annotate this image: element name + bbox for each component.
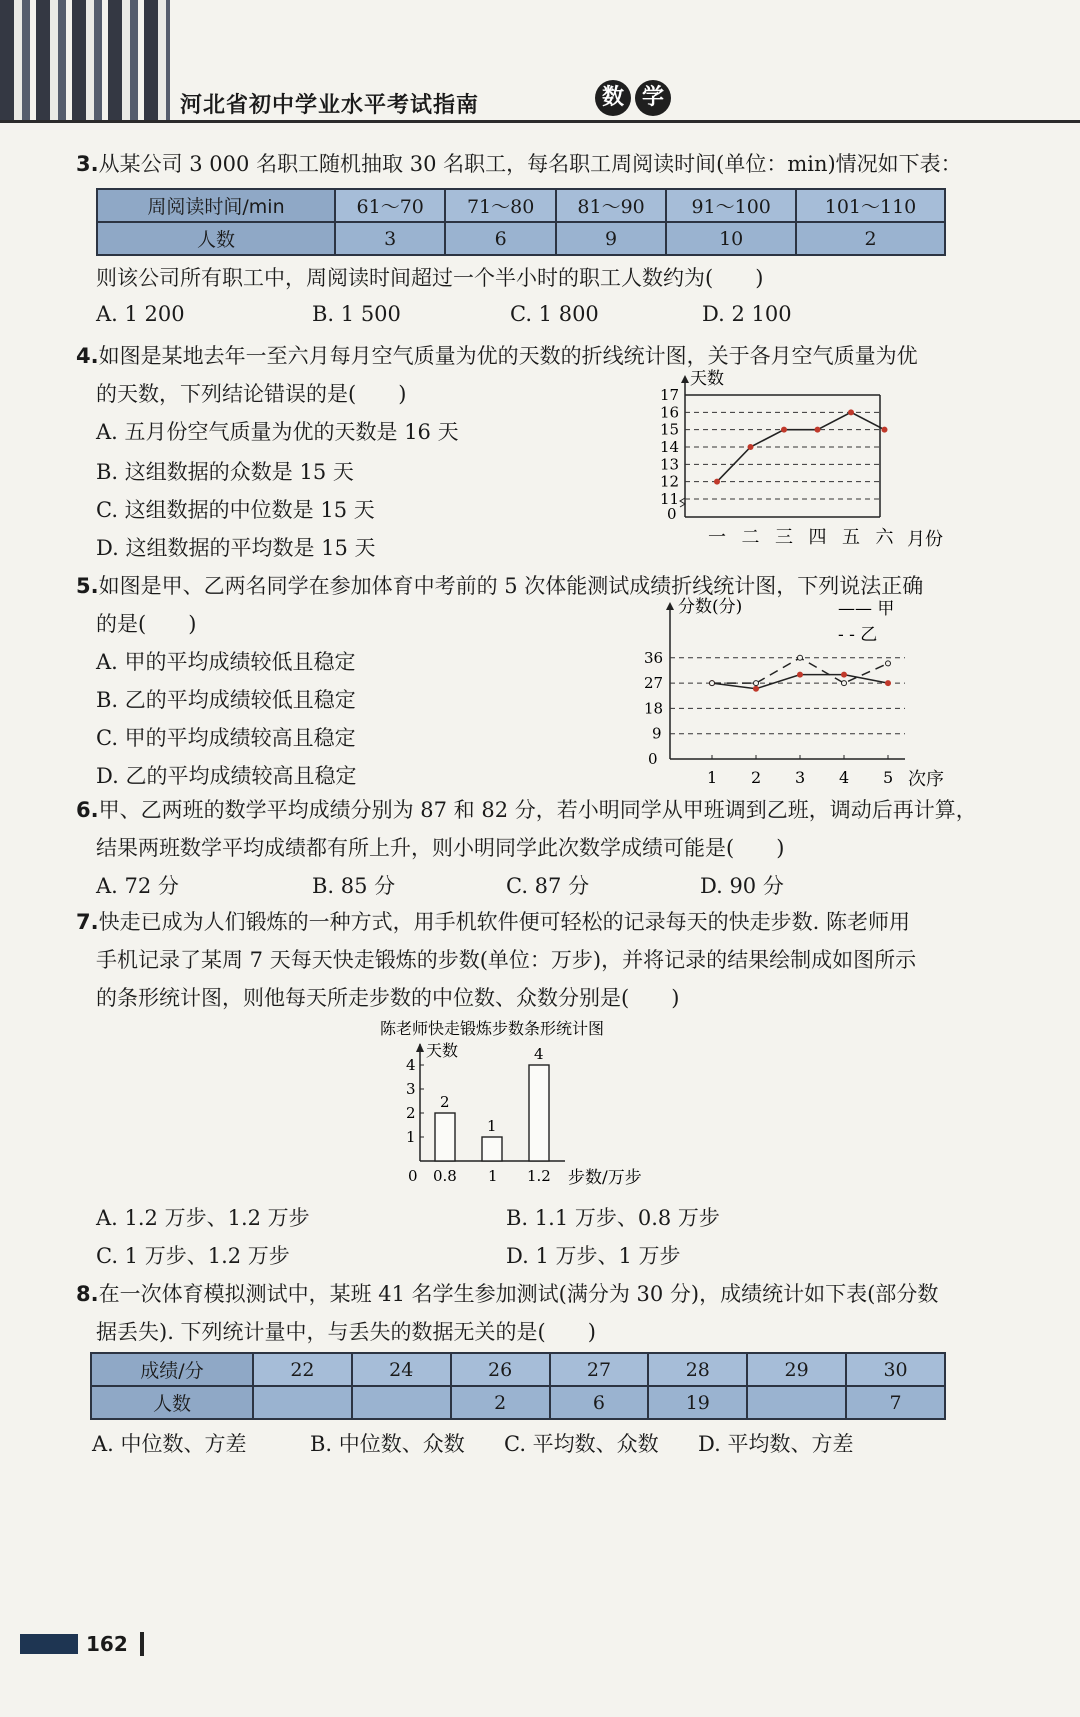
q5-line2: 的是( ) bbox=[96, 612, 197, 636]
q8-count-4: 6 bbox=[550, 1386, 649, 1419]
q4-line2: 的天数，下列结论错误的是( ) bbox=[96, 382, 407, 406]
q4-option-b: B. 这组数据的众数是 15 天 bbox=[96, 460, 354, 484]
x-axis-label: 步数/万步 bbox=[568, 1168, 642, 1188]
jia-point bbox=[841, 672, 847, 678]
q8-option-b: B. 中位数、众数 bbox=[310, 1432, 465, 1456]
q7-bar-chart bbox=[370, 1016, 690, 1196]
q8-count-7: 7 bbox=[846, 1386, 945, 1419]
q3-count-4: 10 bbox=[666, 222, 796, 255]
q3-line1 bbox=[76, 148, 962, 178]
q5-option-c: C. 甲的平均成绩较高且稳定 bbox=[96, 726, 356, 750]
q4-stem: 如图是某地去年一至六月每月空气质量为优的天数的折线统计图，关于各月空气质量为优 bbox=[98, 344, 918, 368]
y-tick-label: 16 bbox=[660, 403, 680, 422]
q3-table bbox=[96, 188, 946, 256]
q8-count-2 bbox=[352, 1386, 451, 1419]
q3-table-head-time: 周阅读时间/min bbox=[97, 189, 335, 222]
y-tick-label: 13 bbox=[660, 455, 680, 474]
data-point bbox=[815, 427, 821, 433]
q8-col-2: 24 bbox=[352, 1353, 451, 1386]
series-yi-line bbox=[712, 658, 888, 683]
q3-col-5: 101～110 bbox=[796, 189, 945, 222]
q5-stem: 如图是甲、乙两名同学在参加体育中考前的 5 次体能测试成绩折线统计图，下列说法正确 bbox=[98, 574, 924, 598]
q4-line-chart bbox=[640, 365, 960, 550]
y-tick-label: 0 bbox=[648, 750, 658, 768]
q7-option-c: C. 1 万步、1.2 万步 bbox=[96, 1244, 290, 1268]
q6-option-a: A. 72 分 bbox=[96, 874, 179, 898]
y-tick-label: 15 bbox=[660, 420, 680, 439]
yi-point bbox=[710, 681, 715, 686]
q8-col-4: 27 bbox=[550, 1353, 649, 1386]
q8-count-3: 2 bbox=[451, 1386, 550, 1419]
q6-line1 bbox=[76, 794, 977, 824]
q7-line1 bbox=[76, 906, 910, 936]
y-axis-label: 天数 bbox=[426, 1041, 459, 1060]
q5-number: 5. bbox=[76, 574, 99, 598]
q3-col-2: 71～80 bbox=[445, 189, 555, 222]
y-tick-label: 9 bbox=[652, 724, 662, 743]
q3-col-4: 91～100 bbox=[666, 189, 796, 222]
q7-line2: 手机记录了某周 7 天每天快走锻炼的步数(单位：万步)，并将记录的结果绘制成如图所示 bbox=[96, 948, 917, 972]
page-header bbox=[0, 0, 1080, 130]
q7-option-a: A. 1.2 万步、1.2 万步 bbox=[96, 1206, 310, 1230]
q8-number: 8. bbox=[76, 1282, 99, 1306]
q3-count-2: 6 bbox=[445, 222, 555, 255]
q8-count-6 bbox=[747, 1386, 846, 1419]
q3-line2: 则该公司所有职工中，周阅读时间超过一个半小时的职工人数约为( ) bbox=[96, 266, 764, 290]
q3-stem: 从某公司 3 000 名职工随机抽取 30 名职工，每名职工周阅读时间(单位：min)情况如下表： bbox=[98, 152, 962, 176]
q3-number: 3. bbox=[76, 152, 99, 176]
bar bbox=[482, 1137, 502, 1161]
x-tick-label: 三 bbox=[775, 527, 793, 548]
y-tick-label: 2 bbox=[406, 1104, 416, 1122]
origin-label: 0 bbox=[408, 1167, 418, 1185]
header-decoration bbox=[0, 0, 170, 120]
q3-col-1: 61～70 bbox=[335, 189, 445, 222]
y-axis-label: 天数 bbox=[690, 369, 724, 389]
subject-char-2: 学 bbox=[635, 80, 671, 116]
x-tick-label: 1 bbox=[707, 768, 718, 787]
data-point bbox=[714, 479, 720, 485]
q5-option-a: A. 甲的平均成绩较低且稳定 bbox=[96, 650, 356, 674]
q6-line2: 结果两班数学平均成绩都有所上升，则小明同学此次数学成绩可能是( ) bbox=[96, 836, 785, 860]
q6-option-d: D. 90 分 bbox=[700, 874, 784, 898]
q8-table bbox=[90, 1352, 946, 1420]
q6-option-c: C. 87 分 bbox=[506, 874, 590, 898]
q8-option-c: C. 平均数、众数 bbox=[504, 1432, 659, 1456]
x-tick-label: 四 bbox=[808, 527, 827, 548]
bar-value-label: 1 bbox=[487, 1117, 497, 1135]
bar bbox=[529, 1065, 549, 1161]
q5-line-chart bbox=[640, 594, 960, 794]
page-footer bbox=[20, 1632, 144, 1656]
data-point bbox=[748, 444, 754, 450]
x-tick-label: 一 bbox=[708, 527, 726, 548]
q8-col-3: 26 bbox=[451, 1353, 550, 1386]
chart-title: 陈老师快走锻炼步数条形统计图 bbox=[380, 1019, 605, 1038]
y-tick-label: 0 bbox=[667, 505, 677, 523]
subject-badge bbox=[595, 80, 671, 116]
q7-number: 7. bbox=[76, 910, 99, 934]
page-number: 162 bbox=[86, 1632, 128, 1656]
q3-option-d: D. 2 100 bbox=[702, 302, 792, 326]
yi-point bbox=[886, 661, 891, 666]
header-rule bbox=[0, 120, 1080, 123]
y-tick-label: 3 bbox=[406, 1080, 416, 1098]
q8-count-5: 19 bbox=[648, 1386, 747, 1419]
q8-stem: 在一次体育模拟测试中，某班 41 名学生参加测试(满分为 30 分)，成绩统计如下表(部分数 bbox=[98, 1282, 939, 1306]
q8-col-1: 22 bbox=[253, 1353, 352, 1386]
x-tick-label: 二 bbox=[741, 527, 760, 548]
q3-count-5: 2 bbox=[796, 222, 945, 255]
q4-number: 4. bbox=[76, 344, 99, 368]
x-tick-label: 5 bbox=[883, 768, 894, 787]
q3-option-b: B. 1 500 bbox=[312, 302, 401, 326]
q3-count-3: 9 bbox=[556, 222, 666, 255]
bar bbox=[435, 1113, 455, 1161]
q4-option-d: D. 这组数据的平均数是 15 天 bbox=[96, 536, 376, 560]
q7-option-b: B. 1.1 万步、0.8 万步 bbox=[506, 1206, 720, 1230]
y-tick-label: 14 bbox=[660, 438, 680, 456]
y-tick-label: 1 bbox=[406, 1128, 416, 1146]
x-tick-label: 1 bbox=[488, 1167, 498, 1185]
jia-point bbox=[885, 680, 891, 686]
q8-col-7: 30 bbox=[846, 1353, 945, 1386]
y-tick-label: 4 bbox=[406, 1056, 416, 1074]
q8-col-5: 28 bbox=[648, 1353, 747, 1386]
y-tick-label: 36 bbox=[644, 648, 664, 667]
q3-option-c: C. 1 800 bbox=[510, 302, 599, 326]
q8-count-1 bbox=[253, 1386, 352, 1419]
q6-number: 6. bbox=[76, 798, 99, 822]
subject-char-1: 数 bbox=[595, 80, 631, 116]
y-tick-label: 27 bbox=[644, 674, 664, 693]
yi-point bbox=[842, 681, 847, 686]
q3-count-1: 3 bbox=[335, 222, 445, 255]
legend-yi: - - 乙 bbox=[838, 625, 878, 645]
q5-option-d: D. 乙的平均成绩较高且稳定 bbox=[96, 764, 357, 788]
q8-table-head-score: 成绩/分 bbox=[91, 1353, 253, 1386]
jia-point bbox=[753, 686, 759, 692]
bar-value-label: 2 bbox=[440, 1093, 450, 1111]
y-tick-label: 17 bbox=[660, 386, 680, 404]
data-point bbox=[882, 427, 888, 433]
q6-option-b: B. 85 分 bbox=[312, 874, 396, 898]
x-tick-label: 六 bbox=[875, 527, 894, 548]
q7-line3: 的条形统计图，则他每天所走步数的中位数、众数分别是( ) bbox=[96, 986, 680, 1010]
y-axis-arrow bbox=[416, 1043, 424, 1052]
q6-stem: 甲、乙两班的数学平均成绩分别为 87 和 82 分，若小明同学从甲班调到乙班，调动后再计算， bbox=[98, 798, 977, 822]
q8-line1 bbox=[76, 1278, 938, 1308]
q3-col-3: 81～90 bbox=[556, 189, 666, 222]
y-tick-label: 12 bbox=[660, 472, 680, 491]
q4-option-c: C. 这组数据的中位数是 15 天 bbox=[96, 498, 375, 522]
q8-option-d: D. 平均数、方差 bbox=[698, 1432, 854, 1456]
bar-value-label: 4 bbox=[534, 1045, 544, 1063]
y-tick-label: 11 bbox=[660, 490, 680, 508]
x-tick-label: 3 bbox=[795, 768, 806, 787]
q5-option-b: B. 乙的平均成绩较低且稳定 bbox=[96, 688, 356, 712]
y-axis-arrow bbox=[666, 602, 674, 610]
q7-option-d: D. 1 万步、1 万步 bbox=[506, 1244, 681, 1268]
q8-table-head-count: 人数 bbox=[91, 1386, 253, 1419]
footer-bar bbox=[20, 1634, 78, 1654]
y-axis-label: 分数(分) bbox=[678, 597, 743, 617]
jia-point bbox=[797, 672, 803, 678]
header-title: 河北省初中学业水平考试指南 bbox=[180, 93, 480, 118]
x-axis-label: 月份 bbox=[907, 529, 943, 550]
yi-point bbox=[754, 681, 759, 686]
q8-col-6: 29 bbox=[747, 1353, 846, 1386]
data-point bbox=[781, 427, 787, 433]
q8-option-a: A. 中位数、方差 bbox=[92, 1432, 247, 1456]
x-tick-label: 1.2 bbox=[527, 1167, 551, 1185]
legend-jia: —— 甲 bbox=[838, 599, 895, 619]
x-tick-label: 4 bbox=[839, 768, 850, 787]
y-axis-arrow bbox=[681, 375, 689, 383]
q7-stem: 快走已成为人们锻炼的一种方式，用手机软件便可轻松的记录每天的快走步数. 陈老师用 bbox=[98, 910, 910, 934]
q3-table-head-count: 人数 bbox=[97, 222, 335, 255]
x-axis-label: 次序 bbox=[908, 769, 944, 790]
data-point bbox=[848, 409, 854, 415]
x-tick-label: 五 bbox=[842, 527, 860, 548]
y-tick-label: 18 bbox=[644, 699, 664, 718]
q8-line2: 据丢失). 下列统计量中，与丢失的数据无关的是( ) bbox=[96, 1320, 596, 1344]
x-tick-label: 0.8 bbox=[433, 1167, 457, 1185]
x-tick-label: 2 bbox=[751, 768, 762, 787]
yi-point bbox=[798, 655, 803, 660]
q4-option-a: A. 五月份空气质量为优的天数是 16 天 bbox=[96, 420, 459, 444]
q3-option-a: A. 1 200 bbox=[96, 302, 185, 326]
footer-separator bbox=[140, 1632, 144, 1656]
